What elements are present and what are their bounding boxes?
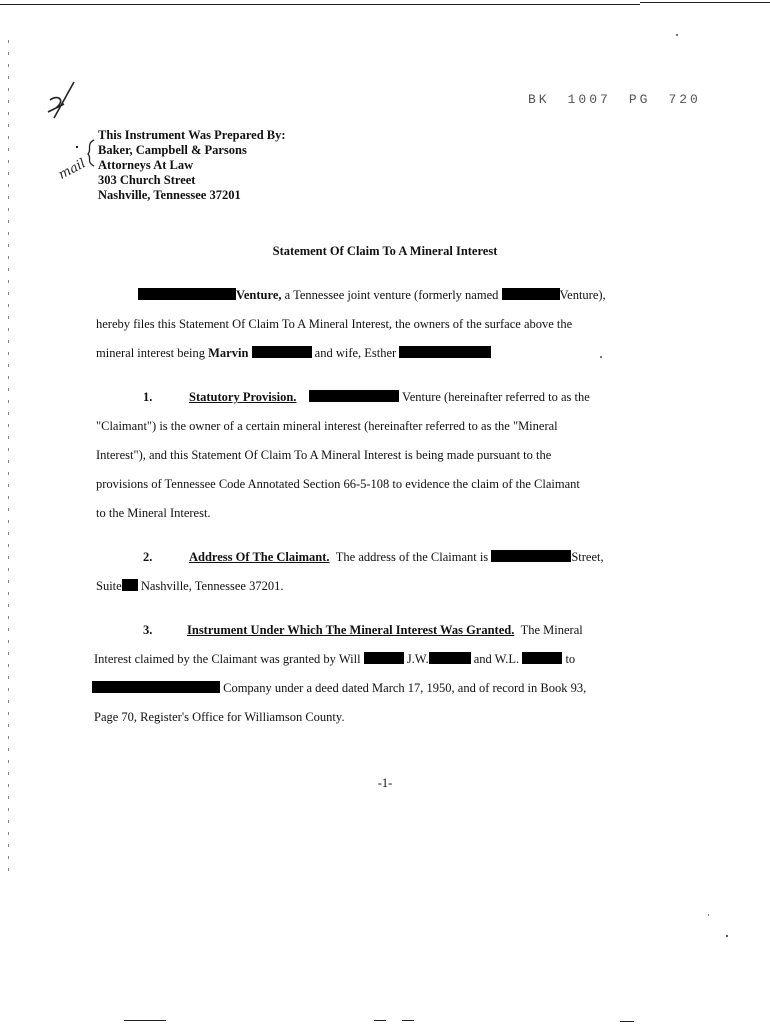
section3-text: J.W. — [403, 652, 429, 666]
redaction-box — [138, 288, 236, 300]
redaction-box — [122, 579, 138, 591]
section3-text: Interest claimed by the Claimant was granted by Will — [94, 652, 364, 666]
preparer-block — [98, 128, 286, 203]
scan-left-edge — [8, 40, 10, 880]
redaction-box — [309, 390, 399, 402]
scan-top-line-right — [640, 2, 770, 3]
section1-line-5: to the Mineral Interest. — [96, 506, 211, 520]
book-label: BK — [528, 92, 550, 107]
section3-text: and W.L. — [470, 652, 523, 666]
section2-street: Street, — [571, 550, 604, 564]
intro-venture-end: Venture), — [559, 288, 606, 302]
book-page-stamp — [528, 92, 701, 107]
section3-heading: Instrument Under Which The Mineral Interest Was Granted. — [187, 623, 515, 637]
intro-line-1 — [138, 288, 606, 303]
intro-venture: Venture, — [236, 288, 282, 302]
intro-line-2: hereby files this Statement Of Claim To A Mineral Interest, the owners of the surface above the — [96, 317, 573, 331]
scan-speck — [600, 356, 602, 358]
redaction-box — [399, 346, 491, 358]
handwritten-mail-note: mail — [56, 156, 89, 183]
book-number: 1007 — [567, 92, 611, 107]
section3-line-2 — [94, 652, 575, 667]
section3-line-3 — [92, 681, 586, 696]
section1-heading: Statutory Provision. — [189, 390, 297, 404]
scan-speck — [676, 34, 678, 36]
section1-line-4: provisions of Tennessee Code Annotated Section 66-5-108 to evidence the claim of the Claimant — [96, 477, 580, 491]
scan-speck — [726, 935, 728, 937]
section1-text: Venture (hereinafter referred to as the — [402, 390, 590, 404]
intro-text: a Tennessee joint venture (formerly named — [281, 288, 502, 302]
section1-line-1 — [143, 390, 152, 405]
redaction-box — [92, 681, 220, 693]
section3-number: 3. — [143, 623, 153, 637]
redaction-box — [491, 550, 571, 562]
intro-marvin: Marvin — [208, 346, 249, 360]
preparer-street: 303 Church Street — [98, 173, 196, 187]
section3-text: Company under a deed dated March 17, 1950, and of record in Book 93, — [223, 681, 587, 695]
scan-bottom-mark — [374, 1020, 386, 1021]
section3-text: The Mineral — [520, 623, 583, 637]
scan-bottom-mark — [124, 1020, 166, 1021]
section1-line-2: "Claimant") is the owner of a certain mineral interest (hereinafter referred to as the "Mineral — [96, 419, 558, 433]
section2-line-1 — [189, 550, 604, 565]
intro-text: mineral interest being — [96, 346, 209, 360]
section3-line-4: Page 70, Register's Office for Williamson County. — [94, 710, 345, 724]
page-footer-number: -1- — [377, 776, 393, 790]
scan-bottom-mark — [620, 1021, 634, 1022]
section2-suite: Suite — [96, 579, 122, 593]
section2-line-2 — [96, 579, 283, 594]
section2-number: 2. — [143, 550, 153, 564]
handwritten-dot — [76, 146, 78, 148]
section1-heading-line — [189, 390, 590, 405]
preparer-line: This Instrument Was Prepared By: — [98, 128, 286, 142]
section3-text: to — [565, 652, 576, 666]
preparer-city: Nashville, Tennessee 37201 — [98, 188, 241, 202]
document-title: Statement Of Claim To A Mineral Interest — [272, 244, 498, 258]
section1-number: 1. — [143, 390, 153, 404]
section2-city: Nashville, Tennessee 37201. — [137, 579, 284, 593]
scan-speck — [708, 914, 709, 916]
section1-line-3: Interest"), and this Statement Of Claim To A Mineral Interest is being made pursuant to the — [96, 448, 552, 462]
section2-text: The address of the Claimant is — [335, 550, 492, 564]
scan-top-line — [0, 4, 640, 5]
intro-text: and wife, Esther — [311, 346, 400, 360]
redaction-box — [502, 288, 560, 300]
redaction-box — [429, 652, 471, 664]
handwritten-bracket — [84, 138, 96, 168]
redaction-box — [252, 346, 312, 358]
preparer-firm: Baker, Campbell & Parsons — [98, 143, 247, 157]
page-label: PG — [628, 92, 651, 107]
redaction-box — [364, 652, 404, 664]
intro-line-3 — [96, 346, 491, 361]
scan-bottom-mark — [402, 1020, 414, 1021]
page-number-stamp: 720 — [668, 92, 701, 107]
preparer-line: Attorneys At Law — [98, 158, 194, 172]
redaction-box — [522, 652, 562, 664]
section2-heading: Address Of The Claimant. — [189, 550, 330, 564]
handwritten-check-mark — [44, 78, 78, 124]
section3-line-1 — [187, 623, 583, 638]
